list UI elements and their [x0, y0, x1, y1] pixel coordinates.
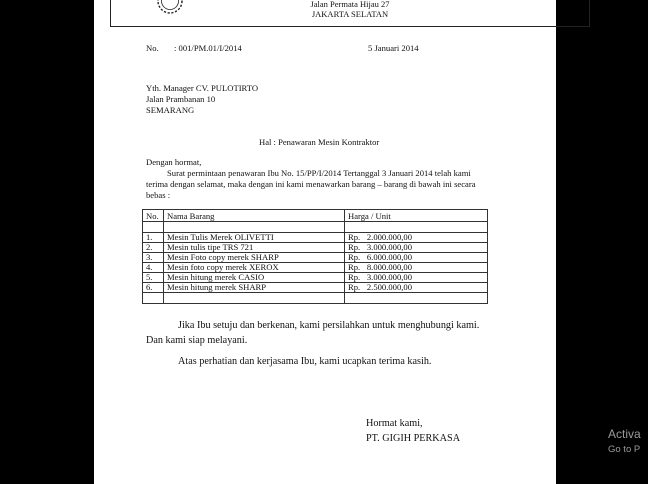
row-price-cell — [345, 253, 488, 263]
intro-line3: bebas : — [146, 190, 171, 200]
intro-line2: terima dengan selamat, maka dengan ini kami menawarkan barang – barang di bawah ini secara — [146, 179, 476, 189]
row-price-cell — [345, 283, 488, 293]
document-page — [94, 0, 556, 484]
row-price-cell — [345, 233, 488, 243]
row-item-name: Mesin foto copy merek XEROX — [164, 263, 345, 273]
subject-line: Hal : Penawaran Mesin Kontraktor — [259, 137, 380, 147]
row-no: 6. — [143, 283, 164, 293]
table-row — [143, 253, 488, 263]
greeting: Dengan hormat, — [146, 157, 202, 167]
row-price: 2.500.000,00 — [366, 282, 412, 292]
table-header-row — [143, 210, 488, 222]
row-no: 2. — [143, 243, 164, 253]
activate-windows-watermark — [608, 427, 641, 455]
table-row — [143, 233, 488, 243]
intro-line1: Surat permintaan penawaran Ibu No. 15/PP/I/2014 Tertanggal 3 Januari 2014 telah kami — [167, 168, 471, 178]
row-no: 4. — [143, 263, 164, 273]
row-currency: Rp. — [348, 232, 361, 242]
signature-salutation: Hormat kami, — [366, 418, 423, 429]
table-spacer-row — [143, 222, 488, 233]
table-row — [143, 283, 488, 293]
watermark-line2: Go to P — [608, 444, 641, 455]
closing-paragraph1-line2: Dan kami siap melayani. — [146, 335, 248, 346]
row-price: 6.000.000,00 — [366, 252, 412, 262]
row-price-cell — [345, 273, 488, 283]
row-no: 3. — [143, 253, 164, 263]
row-item-name: Mesin Foto copy merek SHARP — [164, 253, 345, 263]
row-price: 8.000.000,00 — [366, 262, 412, 272]
table-row — [143, 273, 488, 283]
row-currency: Rp. — [348, 282, 361, 292]
row-item-name: Mesin tulis tipe TRS 721 — [164, 243, 345, 253]
table-row — [143, 243, 488, 253]
table-row — [143, 263, 488, 273]
closing-paragraph2: Atas perhatian dan kerjasama Ibu, kami ucapkan terima kasih. — [178, 356, 432, 367]
letter-number-label: No. — [146, 43, 159, 53]
row-item-name: Mesin hitung merek SHARP — [164, 283, 345, 293]
row-price-cell — [345, 243, 488, 253]
row-no: 1. — [143, 233, 164, 243]
row-item-name: Mesin Tulis Merek OLIVETTI — [164, 233, 345, 243]
letterhead — [110, 0, 590, 27]
row-price: 2.000.000,00 — [366, 232, 412, 242]
recipient-line3: SEMARANG — [146, 105, 195, 115]
letterhead-city: JAKARTA SELATAN — [311, 9, 389, 19]
signature-company: PT. GIGIH PERKASA — [366, 433, 461, 444]
row-currency: Rp. — [348, 272, 361, 282]
table-footer-row — [143, 293, 488, 304]
row-price: 3.000.000,00 — [366, 272, 412, 282]
row-price-cell — [345, 263, 488, 273]
row-no: 5. — [143, 273, 164, 283]
row-price: 3.000.000,00 — [366, 242, 412, 252]
header-no: No. — [143, 210, 164, 222]
row-currency: Rp. — [348, 262, 361, 272]
row-currency: Rp. — [348, 252, 361, 262]
recipient-line2: Jalan Prambanan 10 — [146, 94, 216, 104]
header-price: Harga / Unit — [345, 210, 488, 222]
recipient-line1: Yth. Manager CV. PULOTIRTO — [146, 83, 259, 93]
row-currency: Rp. — [348, 242, 361, 252]
header-item-name: Nama Barang — [164, 210, 345, 222]
closing-paragraph1-line1: Jika Ibu setuju dan berkenan, kami persilahkan untuk menghubungi kami. — [178, 320, 480, 331]
letter-number-value: : 001/PM.01/I/2014 — [174, 43, 242, 53]
watermark-line1: Activa — [608, 427, 641, 441]
letterhead-address: Jalan Permata Hijau 27 — [310, 0, 390, 9]
row-item-name: Mesin hitung merek CASIO — [164, 273, 345, 283]
letter-date: 5 Januari 2014 — [368, 43, 419, 53]
price-table — [142, 209, 488, 304]
